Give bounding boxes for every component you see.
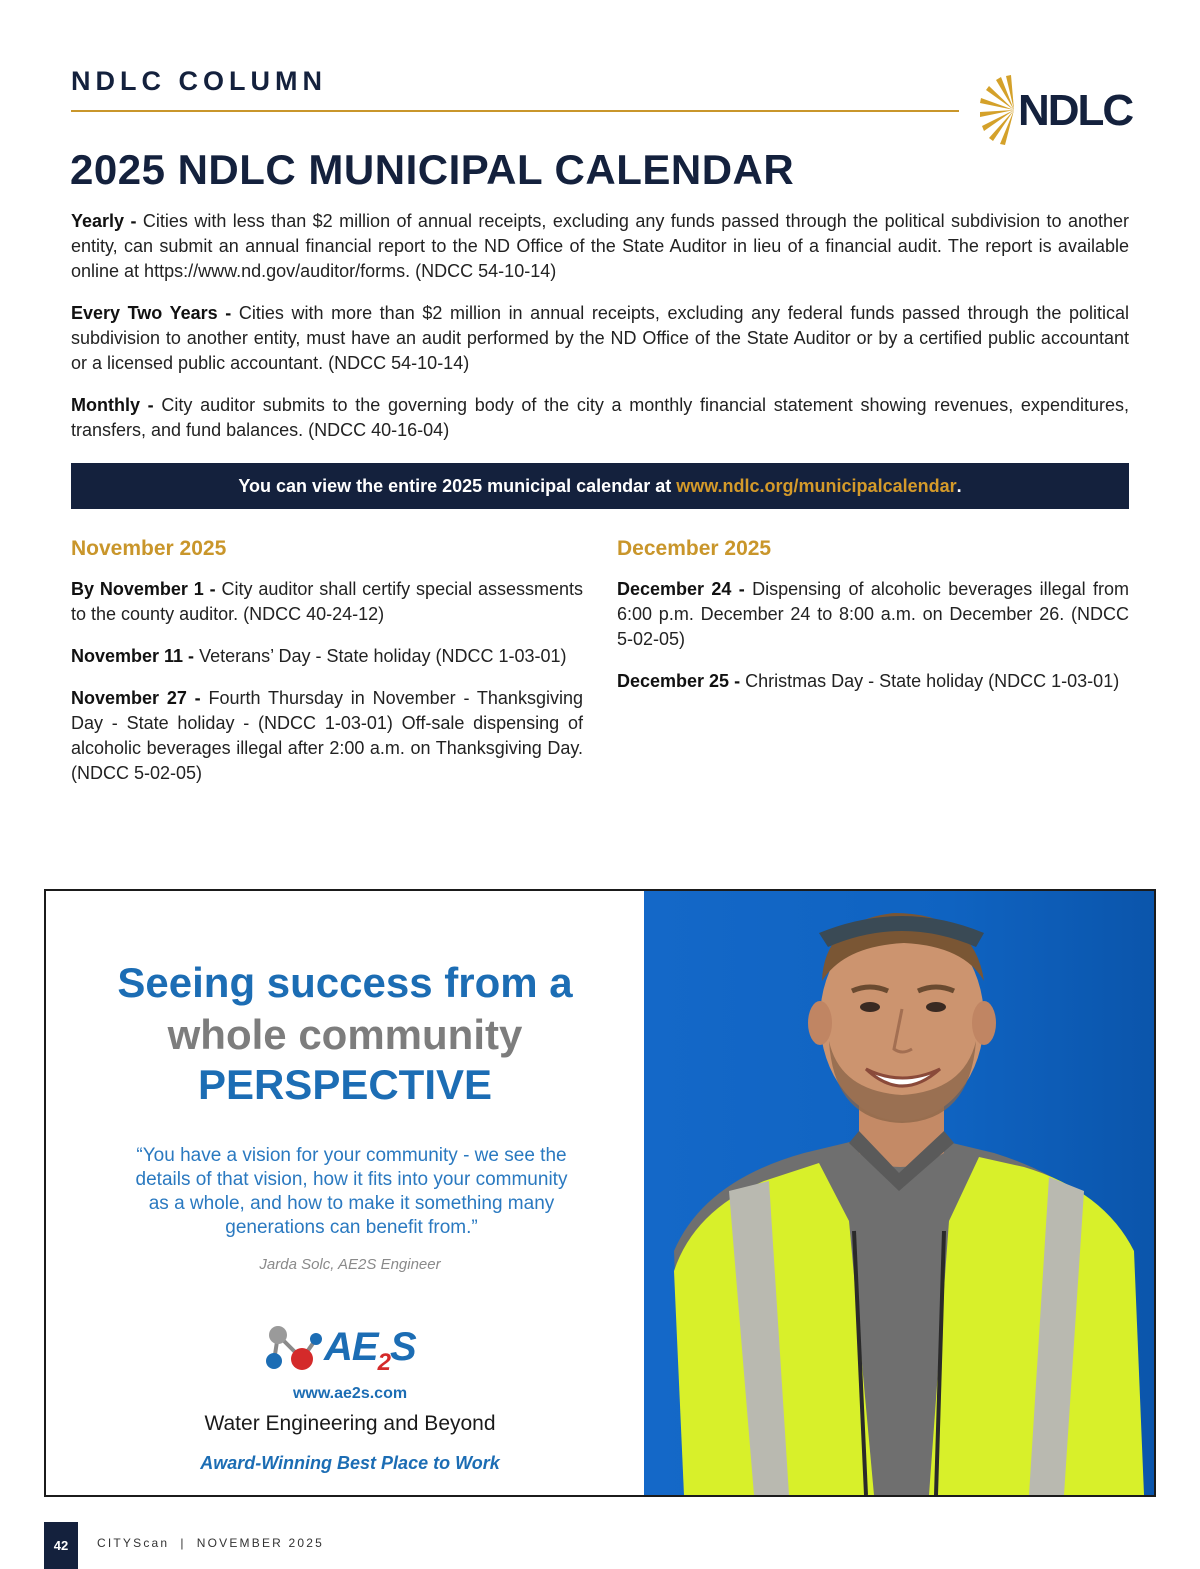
banner-text: You can view the entire 2025 municipal calendar at — [238, 475, 672, 496]
november-heading: November 2025 — [71, 537, 227, 560]
calendar-entry — [71, 577, 583, 627]
intro-label: Monthly - — [71, 395, 154, 415]
december-column — [617, 537, 1129, 711]
calendar-entry — [71, 686, 583, 786]
logo-wordmark: NDLC — [1018, 86, 1133, 135]
ad-tagline: Water Engineering and Beyond — [204, 1412, 496, 1435]
engineer-portrait — [644, 891, 1156, 1495]
ae2s-wordmark-main: AE — [324, 1325, 378, 1369]
ad-photo — [644, 891, 1156, 1495]
page-number: 42 — [44, 1522, 78, 1569]
entry-text: Dispensing of alcoholic beverages illegal from 6:00 p.m. December 24 to 8:00 a.m. on December 26. (NDCC 5-02-05) — [617, 579, 1129, 649]
ae2s-wordmark-sub: 2 — [377, 1349, 390, 1376]
banner-end: . — [956, 475, 962, 496]
entry-text: City auditor shall certify special assessments to the county auditor. (NDCC 40-24-12) — [71, 579, 583, 624]
header-rule — [71, 110, 959, 112]
entry-text: Veterans’ Day - State holiday (NDCC 1-03-01) — [194, 646, 567, 666]
ad-attribution: Jarda Solc, AE2S Engineer — [259, 1256, 441, 1273]
ad-quote: “You have a vision for your community - we see the details of that vision, how it fits into your community as a whole, and how to make it something many generations can benefit from.” — [135, 1145, 568, 1238]
ad-headline-1: Seeing success from a — [117, 959, 573, 1006]
intro-text: Cities with less than $2 million of annual receipts, excluding any funds passed through the political subdivision to another entity, can submit an annual financial report to the ND Office of the State Auditor in lieu of a financial audit. The report is available online at https://www.nd.gov/auditor/forms. (NDCC 54-10-14) — [71, 211, 1129, 281]
ndlc-logo — [978, 74, 1138, 148]
entry-label: By November 1 - — [71, 579, 216, 599]
intro-label: Every Two Years - — [71, 303, 232, 323]
entry-text: Fourth Thursday in November - Thanksgiving Day - State holiday - (NDCC 1-03-01) Off-sale dispensing of alcoholic beverages illegal after 2:00 a.m. on Thanksgiving Day. (NDCC 5-02-05) — [71, 688, 583, 783]
intro-monthly — [71, 393, 1129, 443]
calendar-entry — [617, 577, 1129, 652]
calendar-banner — [71, 463, 1129, 509]
intro-text: City auditor submits to the governing body of the city a monthly financial statement showing revenues, expenditures, transfers, and fund balances. (NDCC 40-16-04) — [71, 395, 1129, 440]
ae2s-logo — [262, 1321, 442, 1377]
ae2s-wordmark-end: S — [389, 1325, 416, 1369]
ad-text-panel — [46, 891, 644, 1495]
calendar-entry — [617, 669, 1129, 694]
november-column — [71, 537, 583, 803]
entry-text: Christmas Day - State holiday (NDCC 1-03-01) — [740, 671, 1120, 691]
december-heading: December 2025 — [617, 537, 772, 560]
column-kicker: NDLC COLUMN — [71, 66, 327, 96]
entry-label: December 25 - — [617, 671, 741, 691]
ad-headline-3: PERSPECTIVE — [197, 1061, 493, 1108]
page-title: 2025 NDLC MUNICIPAL CALENDAR — [70, 146, 795, 193]
ae2s-wordmark — [324, 1325, 416, 1377]
calendar-entry — [71, 644, 583, 669]
entry-label: November 11 - — [71, 646, 195, 666]
footer-publication: CITYScan | NOVEMBER 2025 — [97, 1536, 325, 1550]
calendar-link[interactable]: www.ndlc.org/municipalcalendar — [676, 475, 957, 496]
intro-yearly — [71, 209, 1129, 284]
ad-url[interactable]: www.ae2s.com — [292, 1385, 408, 1402]
ad-headline-2: whole community — [167, 1011, 523, 1058]
intro-text: Cities with more than $2 million in annual receipts, excluding any federal funds passed through the political subdivision to another entity, must have an audit performed by the ND Office of the State Auditor or by a certified public accountant or a licensed public accountant. (NDCC 54-10-14) — [71, 303, 1129, 373]
ae2s-advertisement — [44, 889, 1156, 1497]
molecule-icon — [262, 1321, 324, 1377]
entry-label: December 24 - — [617, 579, 745, 599]
intro-every-two-years — [71, 301, 1129, 376]
sunburst-icon — [978, 74, 1018, 146]
ad-award: Award-Winning Best Place to Work — [200, 1453, 500, 1473]
intro-label: Yearly - — [71, 211, 137, 231]
entry-label: November 27 - — [71, 688, 201, 708]
